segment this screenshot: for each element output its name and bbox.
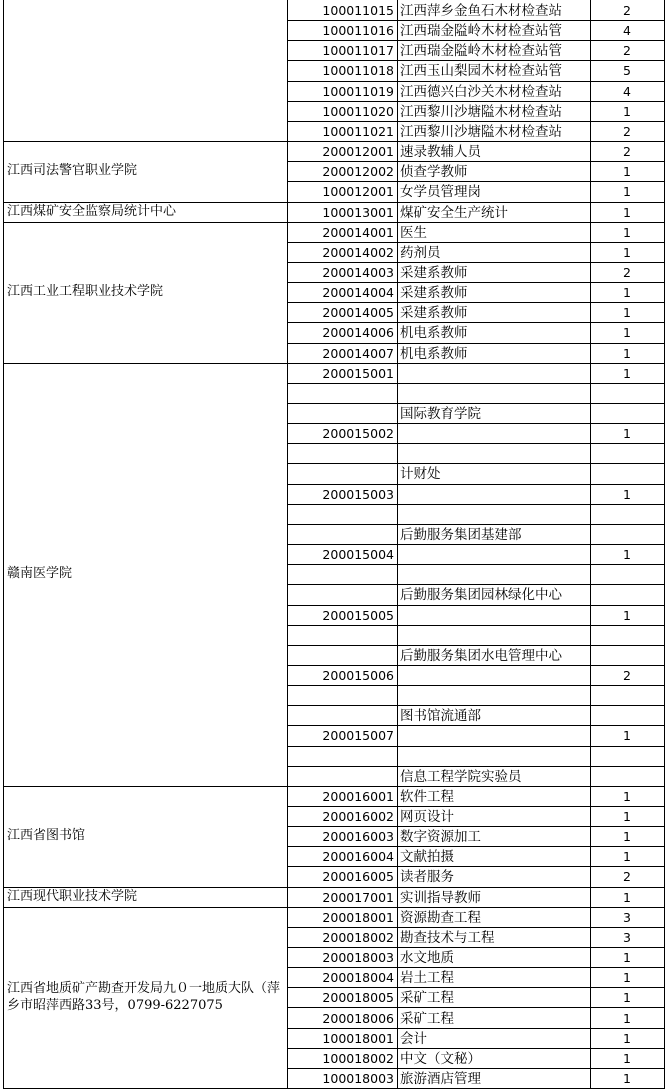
headcount-cell[interactable] (590, 645, 664, 665)
grid-line-horizontal (287, 343, 665, 344)
position-code-cell[interactable] (287, 645, 397, 665)
headcount-cell[interactable]: 1 (623, 204, 631, 220)
grid-line-horizontal (287, 60, 665, 61)
headcount-cell[interactable]: 5 (623, 63, 631, 79)
grid-line-horizontal (287, 725, 665, 726)
grid-line-horizontal (287, 544, 665, 545)
headcount-cell[interactable] (590, 524, 664, 544)
position-code-cell[interactable] (287, 584, 397, 604)
headcount-cell[interactable]: 1 (623, 1030, 631, 1046)
position-code-cell[interactable] (287, 625, 397, 645)
headcount-cell[interactable]: 1 (623, 950, 631, 966)
headcount-cell[interactable]: 1 (623, 345, 631, 361)
position-code-cell[interactable]: 200015004 (322, 547, 394, 563)
position-code-cell[interactable]: 100018003 (322, 1070, 394, 1086)
grid-line-horizontal (287, 806, 665, 807)
position-title-cell[interactable]: 旅游酒店管理 (400, 1070, 481, 1087)
position-code-cell[interactable]: 200014007 (322, 345, 394, 361)
grid-line-horizontal (287, 605, 665, 606)
headcount-cell[interactable]: 1 (623, 184, 631, 200)
position-title-cell[interactable]: 计财处 (400, 466, 441, 483)
organization-name-cell[interactable]: 江西煤矿安全监察局统计中心 (7, 203, 177, 219)
position-title-cell[interactable]: 中文（文秘） (400, 1050, 481, 1067)
headcount-cell[interactable]: 1 (623, 426, 631, 442)
headcount-cell[interactable]: 1 (623, 486, 631, 502)
organization-name-cell[interactable]: 江西省地质矿产勘查开发局九０一地质大队（萍乡市昭萍西路33号，0799-6227075 (7, 980, 281, 1014)
headcount-cell[interactable] (590, 564, 664, 584)
grid-line-horizontal (3, 1088, 665, 1089)
position-code-cell[interactable]: 200018004 (322, 970, 394, 986)
headcount-cell[interactable]: 2 (623, 3, 631, 18)
headcount-cell[interactable]: 1 (623, 1010, 631, 1026)
position-code-cell[interactable] (287, 705, 397, 725)
position-title-cell[interactable]: 图书馆流通部 (400, 708, 481, 725)
grid-line-horizontal (287, 866, 665, 867)
position-title-cell[interactable]: 煤矿安全生产统计 (400, 204, 508, 221)
headcount-cell[interactable] (590, 625, 664, 645)
position-code-cell[interactable]: 200015007 (322, 728, 394, 744)
position-title-cell[interactable]: 江西黎川沙塘隘木材检查站 (400, 103, 562, 120)
grid-line-horizontal (287, 1048, 665, 1049)
organization-name-cell[interactable]: 江西现代职业技术学院 (7, 888, 138, 904)
position-code-cell[interactable] (287, 504, 397, 524)
position-title-cell[interactable] (398, 685, 590, 705)
position-title-cell[interactable] (398, 484, 590, 504)
position-title-cell[interactable] (398, 504, 590, 524)
headcount-cell[interactable] (590, 443, 664, 463)
grid-line-horizontal (287, 967, 665, 968)
grid-line-vertical (287, 0, 288, 1088)
grid-line-horizontal (287, 524, 665, 525)
position-title-cell[interactable]: 江西德兴白沙关木材检查站 (400, 83, 562, 100)
grid-line-horizontal (3, 202, 665, 203)
headcount-cell[interactable] (590, 463, 664, 483)
position-title-cell[interactable]: 后勤服务集团水电管理中心 (400, 647, 562, 664)
headcount-cell[interactable] (590, 705, 664, 725)
position-code-cell[interactable]: 100011018 (322, 63, 394, 79)
grid-line-horizontal (287, 262, 665, 263)
position-code-cell[interactable] (287, 685, 397, 705)
organization-name-cell[interactable]: 江西省图书馆 (7, 828, 86, 844)
headcount-cell[interactable]: 1 (623, 990, 631, 1006)
headcount-cell[interactable] (590, 504, 664, 524)
position-title-cell[interactable] (398, 443, 590, 463)
headcount-cell[interactable]: 1 (623, 547, 631, 563)
grid-line-horizontal (287, 181, 665, 182)
position-title-cell[interactable] (398, 605, 590, 625)
headcount-cell[interactable] (590, 766, 664, 786)
grid-line-horizontal (287, 403, 665, 404)
headcount-cell[interactable]: 1 (623, 889, 631, 905)
grid-line-horizontal (287, 463, 665, 464)
headcount-cell[interactable]: 1 (623, 164, 631, 180)
position-code-cell[interactable]: 200014005 (322, 305, 394, 321)
position-code-cell[interactable]: 200014002 (322, 244, 394, 260)
position-code-cell[interactable]: 100018002 (322, 1050, 394, 1066)
position-title-cell[interactable]: 医生 (400, 224, 427, 241)
headcount-cell[interactable] (590, 584, 664, 604)
headcount-cell[interactable]: 2 (623, 869, 631, 885)
headcount-cell[interactable]: 1 (623, 788, 631, 804)
position-title-cell[interactable] (398, 383, 590, 403)
grid-line-horizontal (287, 504, 665, 505)
headcount-cell[interactable] (590, 403, 664, 423)
position-code-cell[interactable]: 100011021 (322, 123, 394, 139)
position-code-cell[interactable]: 100013001 (322, 204, 394, 220)
position-title-cell[interactable]: 江西瑞金隘岭木材检查站管 (400, 23, 562, 40)
headcount-cell[interactable]: 1 (623, 285, 631, 301)
position-title-cell[interactable] (398, 746, 590, 766)
position-title-cell[interactable]: 网页设计 (400, 809, 454, 825)
position-code-cell[interactable]: 200015003 (322, 486, 394, 502)
position-code-cell[interactable] (287, 403, 397, 423)
position-title-cell[interactable]: 药剂员 (400, 244, 441, 261)
position-code-cell[interactable]: 200012002 (322, 164, 394, 180)
position-code-cell[interactable]: 100011017 (322, 43, 394, 59)
grid-line-horizontal (3, 222, 665, 223)
position-code-cell[interactable] (287, 524, 397, 544)
position-code-cell[interactable]: 200018006 (322, 1010, 394, 1026)
grid-line-horizontal (287, 645, 665, 646)
headcount-cell[interactable]: 1 (623, 607, 631, 623)
grid-line-horizontal (287, 121, 665, 122)
headcount-cell[interactable]: 1 (623, 224, 631, 240)
position-title-cell[interactable]: 侦查学教师 (400, 164, 468, 181)
position-title-cell[interactable] (398, 544, 590, 564)
headcount-cell[interactable]: 1 (623, 103, 631, 119)
headcount-cell[interactable]: 1 (623, 1050, 631, 1066)
headcount-cell[interactable]: 1 (623, 305, 631, 321)
position-title-cell[interactable]: 机电系教师 (400, 325, 468, 342)
grid-line-horizontal (287, 947, 665, 948)
position-code-cell[interactable]: 200012001 (322, 144, 394, 160)
grid-line-horizontal (3, 141, 665, 142)
grid-line-horizontal (287, 161, 665, 162)
position-title-cell[interactable]: 软件工程 (400, 788, 454, 805)
grid-line-horizontal (287, 625, 665, 626)
position-title-cell[interactable] (398, 423, 590, 443)
position-title-cell[interactable]: 采建系教师 (400, 285, 468, 302)
position-title-cell[interactable]: 采矿工程 (400, 1010, 454, 1027)
grid-line-horizontal (3, 887, 665, 888)
headcount-cell[interactable] (590, 746, 664, 766)
headcount-cell[interactable]: 1 (623, 970, 631, 986)
position-title-cell[interactable]: 读者服务 (400, 869, 454, 886)
headcount-cell[interactable]: 2 (623, 43, 631, 59)
position-code-cell[interactable]: 100018001 (322, 1030, 394, 1046)
position-title-cell[interactable]: 江西萍乡金鱼石木材检查站 (400, 3, 562, 19)
position-title-cell[interactable]: 会计 (400, 1030, 427, 1047)
position-title-cell[interactable]: 水文地质 (400, 950, 454, 967)
grid-line-horizontal (287, 383, 665, 384)
organization-name-cell[interactable]: 赣南医学院 (7, 566, 73, 582)
position-title-cell[interactable] (398, 665, 590, 685)
position-code-cell[interactable]: 200015001 (322, 365, 394, 381)
headcount-cell[interactable]: 1 (623, 728, 631, 744)
headcount-cell[interactable]: 3 (623, 929, 631, 945)
grid-line-horizontal (287, 826, 665, 827)
headcount-cell[interactable] (590, 685, 664, 705)
position-code-cell[interactable]: 100012001 (322, 184, 394, 200)
position-title-cell[interactable]: 实训指导教师 (400, 889, 481, 906)
grid-line-horizontal (287, 766, 665, 767)
grid-line-horizontal (3, 907, 665, 908)
position-code-cell[interactable]: 200014001 (322, 224, 394, 240)
position-title-cell[interactable]: 数字资源加工 (400, 829, 481, 846)
position-title-cell[interactable]: 勘查技术与工程 (400, 929, 495, 946)
position-title-cell[interactable]: 机电系教师 (400, 345, 468, 362)
headcount-cell[interactable]: 1 (623, 849, 631, 865)
position-code-cell[interactable]: 200014004 (322, 285, 394, 301)
position-code-cell[interactable]: 100011020 (322, 103, 394, 119)
grid-line-horizontal (287, 282, 665, 283)
position-title-cell[interactable]: 采矿工程 (400, 990, 454, 1007)
grid-line-horizontal (287, 846, 665, 847)
grid-line-horizontal (287, 665, 665, 666)
grid-line-horizontal (287, 987, 665, 988)
headcount-cell[interactable]: 1 (623, 809, 631, 824)
position-title-cell[interactable]: 后勤服务集团园林绿化中心 (400, 587, 562, 604)
position-code-cell[interactable] (287, 383, 397, 403)
grid-line-horizontal (287, 564, 665, 565)
headcount-cell[interactable]: 2 (623, 667, 631, 683)
position-title-cell[interactable] (398, 363, 590, 383)
position-code-cell[interactable]: 200014006 (322, 325, 394, 341)
position-title-cell[interactable]: 后勤服务集团基建部 (400, 526, 522, 543)
grid-line-horizontal (287, 242, 665, 243)
position-code-cell[interactable]: 200018003 (322, 950, 394, 966)
grid-line-horizontal (287, 927, 665, 928)
headcount-cell[interactable]: 3 (623, 909, 631, 925)
grid-line-horizontal (287, 20, 665, 21)
grid-line-horizontal (287, 423, 665, 424)
headcount-cell[interactable]: 2 (623, 123, 631, 139)
position-title-cell[interactable]: 信息工程学院实验员 (400, 768, 522, 785)
organization-name-cell[interactable]: 江西工业工程职业技术学院 (7, 284, 164, 300)
grid-line-horizontal (287, 584, 665, 585)
position-code-cell[interactable]: 200018002 (322, 929, 394, 945)
grid-line-horizontal (287, 1028, 665, 1029)
position-title-cell[interactable] (398, 625, 590, 645)
headcount-cell[interactable]: 4 (623, 23, 631, 39)
position-code-cell[interactable]: 200018001 (322, 909, 394, 925)
position-code-cell[interactable]: 200014003 (322, 264, 394, 280)
position-title-cell[interactable]: 江西瑞金隘岭木材检查站管 (400, 43, 562, 60)
position-title-cell[interactable]: 江西玉山梨园木材检查站管 (400, 63, 562, 80)
position-code-cell[interactable]: 200016003 (322, 829, 394, 845)
position-code-cell[interactable]: 200015005 (322, 607, 394, 623)
grid-line-horizontal (287, 322, 665, 323)
grid-line-horizontal (287, 101, 665, 102)
position-code-cell[interactable]: 200016002 (322, 809, 394, 824)
grid-line-vertical (397, 0, 398, 1088)
position-code-cell[interactable]: 200015002 (322, 426, 394, 442)
position-title-cell[interactable]: 速录教辅人员 (400, 144, 481, 161)
position-title-cell[interactable] (398, 725, 590, 745)
position-code-cell[interactable]: 200015006 (322, 667, 394, 683)
organization-name-cell[interactable] (4, 0, 284, 141)
position-code-cell[interactable] (287, 766, 397, 786)
grid-line-horizontal (287, 1068, 665, 1069)
headcount-cell[interactable]: 1 (623, 1070, 631, 1086)
position-code-cell[interactable]: 200016004 (322, 849, 394, 865)
position-title-cell[interactable] (398, 564, 590, 584)
grid-line-horizontal (287, 1007, 665, 1008)
position-title-cell[interactable]: 国际教育学院 (400, 406, 481, 422)
grid-line-horizontal (3, 363, 665, 364)
grid-line-horizontal (287, 443, 665, 444)
headcount-cell[interactable] (590, 383, 664, 403)
position-code-cell[interactable] (287, 746, 397, 766)
grid-line-horizontal (287, 484, 665, 485)
position-code-cell[interactable] (287, 564, 397, 584)
position-title-cell[interactable]: 文献拍摄 (400, 849, 454, 866)
grid-line-horizontal (287, 685, 665, 686)
position-code-cell[interactable] (287, 463, 397, 483)
position-code-cell[interactable]: 200018005 (322, 990, 394, 1006)
position-code-cell[interactable]: 100011016 (322, 23, 394, 39)
grid-line-horizontal (287, 705, 665, 706)
headcount-cell[interactable]: 4 (623, 83, 631, 99)
headcount-cell[interactable]: 1 (623, 829, 631, 845)
grid-line-horizontal (287, 746, 665, 747)
position-title-cell[interactable]: 岩土工程 (400, 970, 454, 987)
position-code-cell[interactable]: 200016005 (322, 869, 394, 885)
position-title-cell[interactable]: 采建系教师 (400, 305, 468, 322)
organization-name-cell[interactable]: 江西司法警官职业学院 (7, 163, 138, 179)
grid-line-horizontal (287, 302, 665, 303)
grid-line-vertical (3, 0, 4, 1088)
position-code-cell[interactable] (287, 443, 397, 463)
position-title-cell[interactable]: 江西黎川沙塘隘木材检查站 (400, 123, 562, 140)
position-title-cell[interactable]: 女学员管理岗 (400, 184, 481, 201)
headcount-cell[interactable]: 2 (623, 264, 631, 280)
headcount-cell[interactable]: 1 (623, 325, 631, 341)
headcount-cell[interactable]: 1 (623, 365, 631, 381)
headcount-cell[interactable]: 1 (623, 244, 631, 260)
position-code-cell[interactable]: 200017001 (322, 889, 394, 905)
grid-line-horizontal (287, 81, 665, 82)
grid-line-vertical (664, 0, 665, 1088)
position-code-cell[interactable]: 100011015 (322, 3, 394, 18)
position-title-cell[interactable]: 资源勘查工程 (400, 909, 481, 926)
grid-line-horizontal (287, 40, 665, 41)
position-code-cell[interactable]: 100011019 (322, 83, 394, 99)
grid-line-vertical (590, 0, 591, 1088)
headcount-cell[interactable]: 2 (623, 144, 631, 160)
position-code-cell[interactable]: 200016001 (322, 788, 394, 804)
position-title-cell[interactable]: 采建系教师 (400, 264, 468, 281)
grid-line-horizontal (3, 786, 665, 787)
